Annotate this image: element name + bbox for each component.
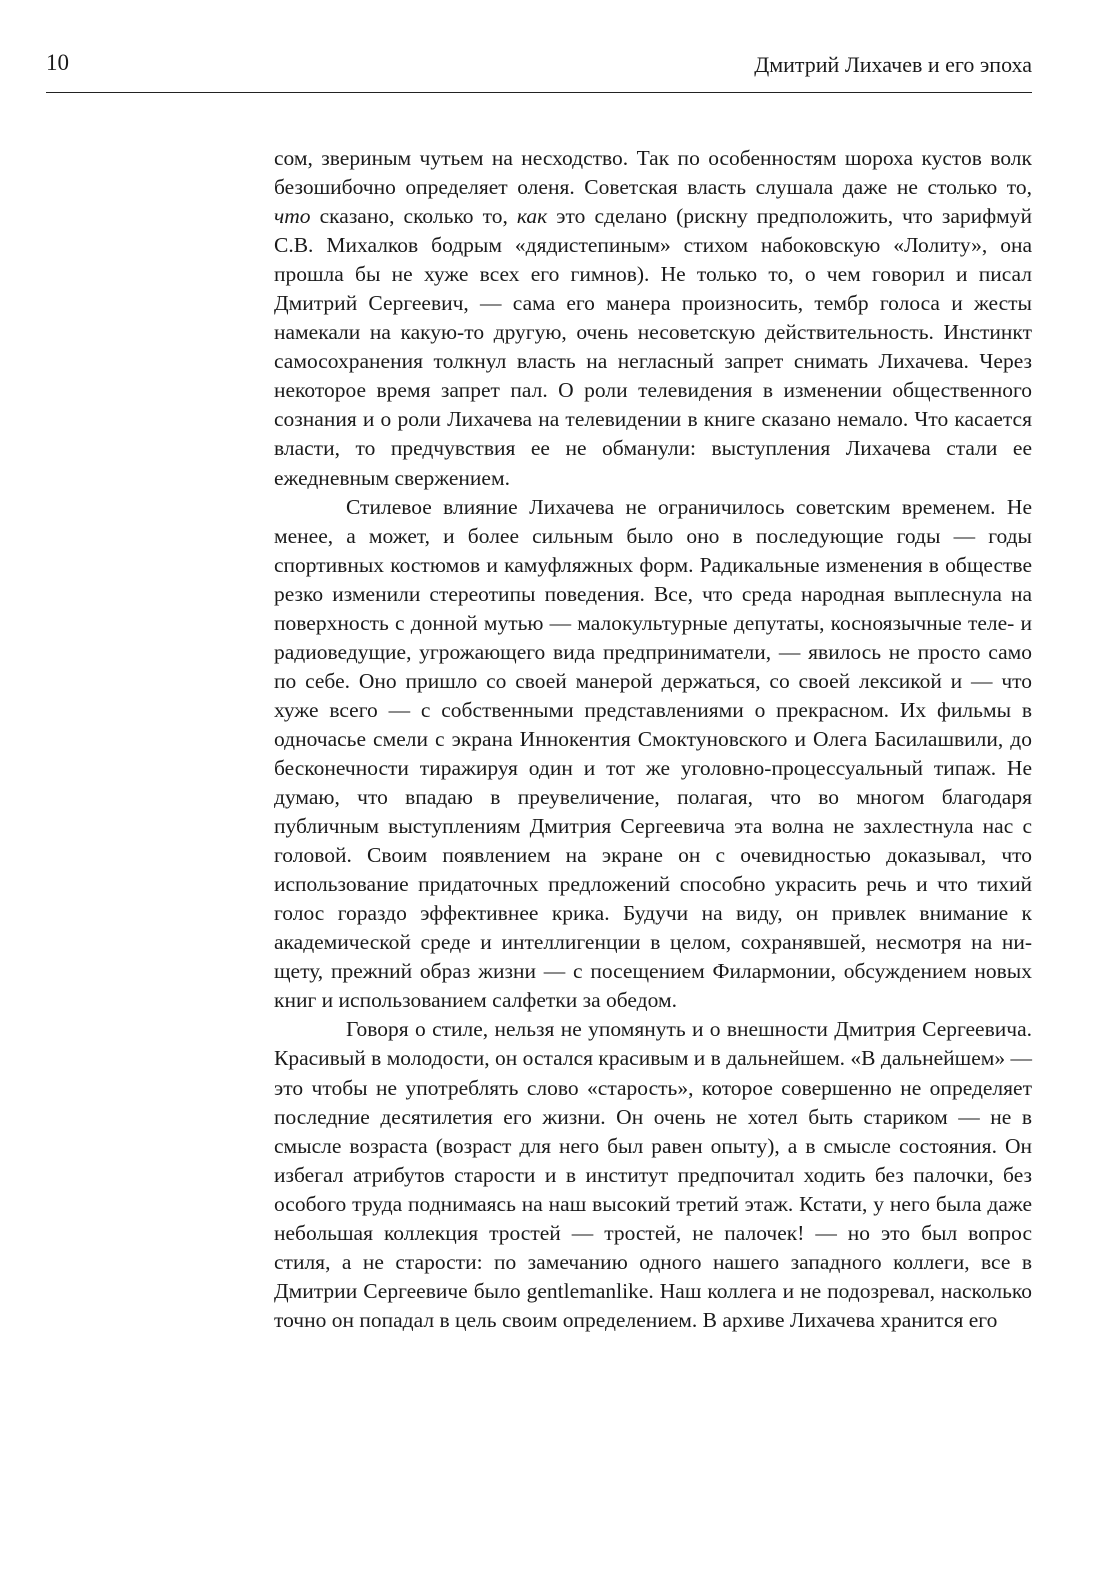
emphasis-chto: что <box>274 204 311 229</box>
paragraph-1 <box>274 144 1032 493</box>
page-header <box>46 40 1032 93</box>
page-number: 10 <box>46 50 69 75</box>
paragraph-2: Стилевое влияние Лихачева не ограничилось советским временем. Не менее, а может, и более сильным было оно в последующие годы — годы спортивных костюмов и камуфляжных форм. Радикальные изменения в обществе резко изменили стереотипы поведения. Все, что среда народная выплеснула на поверхность с донной мутью — малокультурные депутаты, косноязычные теле- и радиоведущие, угрожающего вида предприниматели, — явилось не просто само по себе. Оно пришло со своей манерой держаться, со своей лексикой и — что хуже всего — с собственными представлениями о прекрасном. Их фильмы в одночасье смели с экрана Иннокентия Смоктуновского и Олега Басилашвили, до бесконечности тиражируя один и тот же уголовно-процессуальный типаж. Не думаю, что впадаю в преувеличение, полагая, что во многом благодаря публичным выступлениям Дмитрия Сергеевича эта волна не захлестнула нас с головой. Своим появлением на экране он с очевидностью доказывал, что использование придаточных предложений способно украсить речь и что тихий голос гораздо эффективнее крика. Будучи на виду, он привлек внимание к академической среде и интеллигенции в целом, сохранявшей, несмотря на нищету, прежний образ жизни — с посещением Филармонии, обсуждением новых книг и использованием салфетки за обедом. <box>274 494 1032 1013</box>
body-text <box>274 144 1032 1335</box>
paragraph-3: Говоря о стиле, нельзя не упомянуть и о внешности Дмитрия Сергеевича. Красивый в молодости, он остался красивым и в дальнейшем. «В дальнейшем» — это чтобы не употреблять слово «старость», которое совершенно не определяет последние десятилетия его жизни. Он очень не хотел быть стариком — не в смысле возраста (возраст для него был равен опыту), а в смысле состояния. Он избегал атрибутов старости и в институт предпочитал ходить без палочки, без особого труда поднимаясь на наш высокий третий этаж. Кстати, у него была даже небольшая коллекция тростей — тростей, не палочек! — но это был вопрос стиля, а не старости: по замечанию одного нашего западного коллеги, все в Дмитрии Сергеевиче было gentlemanlike. Наш коллега и не подозревал, насколько точно он попадал в цель своим определением. В архиве Лихачева хранится его <box>274 1017 1032 1332</box>
running-title: Дмитрий Лихачев и его эпоха <box>754 52 1032 77</box>
paragraph-1-part-b: сказано, сколько то, <box>310 204 517 229</box>
paragraph-1-part-c: это сделано (рискну предположить, что зарифмуй С.В. Михалков бодрым «дядистепиным» стихом набоковскую «Лолиту», она прошла бы не хуже всех его гимнов). Не только то, о чем говорил и писал Дмитрий Сергеевич, — сама его манера произносить, тембр голоса и жесты намекали на какую-то другую, очень несоветскую действительность. Инстинкт самосохранения толкнул власть на негласный запрет снимать Лихачева. Через некоторое время запрет пал. О роли телевидения в изменении общественного сознания и о роли Лихачева на телевидении в книге сказано немало. Что касается власти, то предчувствия ее не обманули: выступления Лихачева стали ее ежедневным свержением. <box>274 204 1032 490</box>
emphasis-kak: как <box>516 204 548 229</box>
paragraph-1-part-a: сом, звериным чутьем на несходство. Так по особенностям шороха кустов волк безошибочно определяет оленя. Советская власть слушала даже не столько то, <box>274 146 1032 200</box>
